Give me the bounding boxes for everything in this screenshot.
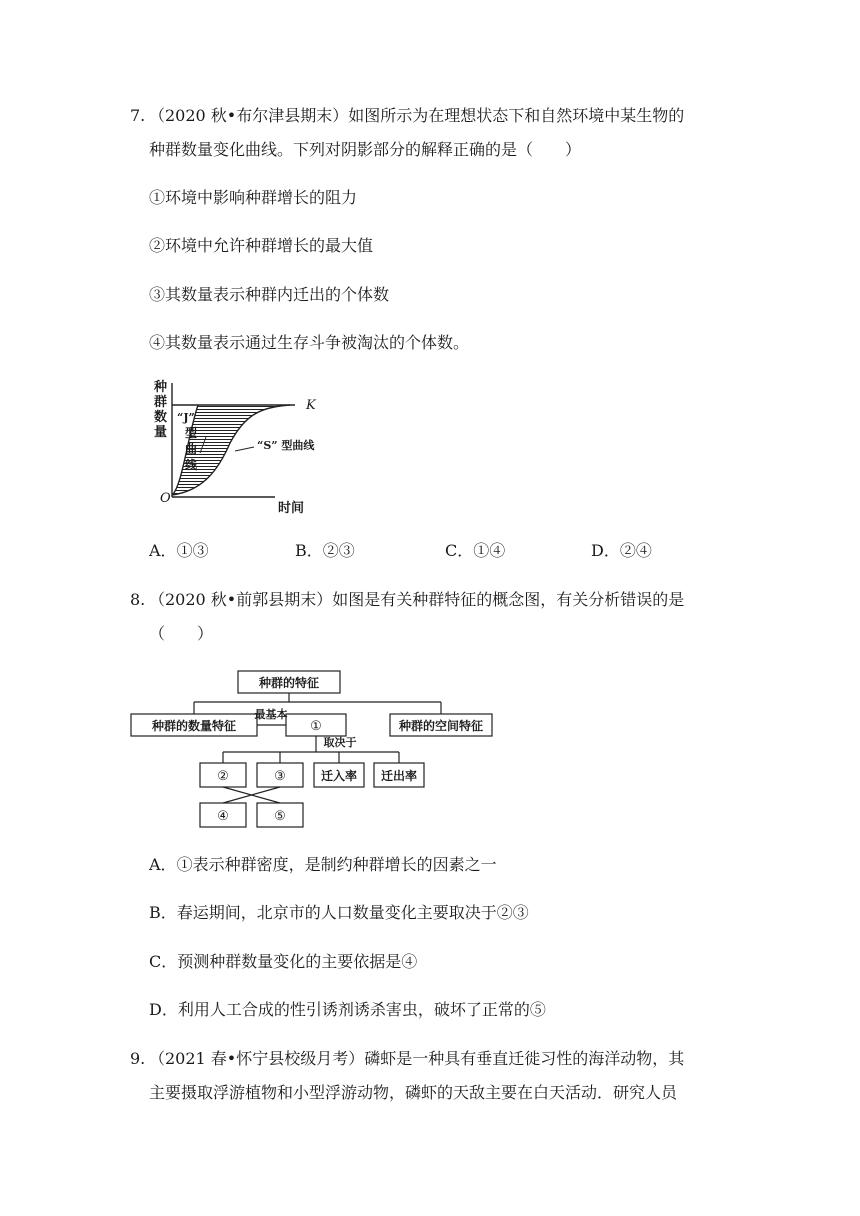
root-label: 种群的特征 [258, 676, 320, 690]
q7-option-a-text: ①③ [176, 541, 209, 560]
y-axis-label-4: 量 [154, 425, 168, 440]
center-label: ① [310, 719, 322, 734]
q8-option-c-text: 预测种群数量变化的主要依据是④ [177, 952, 418, 971]
q8-stem-line1: （2020 秋•前郭县期末）如图是有关种群特征的概念图，有关分析错误的是 [149, 590, 685, 609]
left-label: 种群的数量特征 [151, 719, 237, 733]
q7-statement-4: ④其数量表示通过生存斗争被淘汰的个体数。 [149, 333, 470, 352]
q9-number: 9. [130, 1049, 146, 1068]
q8-option-b-text: 春运期间，北京市的人口数量变化主要取决于②③ [176, 903, 529, 922]
j-curve-label-4: 线 [185, 458, 198, 472]
q7-option-d-letter: D． [591, 541, 620, 560]
box-4-label: ④ [217, 809, 229, 824]
q8-stem-line2: （ ） [149, 624, 214, 643]
q8-option-a-text: ①表示种群密度，是制约种群增长的因素之一 [176, 855, 497, 874]
j-curve-label-3: 曲 [185, 442, 198, 456]
right-label: 种群的空间特征 [398, 719, 484, 733]
q8-option-c-letter: C． [149, 952, 178, 971]
s-pointer [235, 447, 254, 451]
box-2-label: ② [217, 769, 229, 784]
q8-option-c [149, 952, 417, 972]
q8-option-d [149, 1000, 546, 1020]
q7-option-a [149, 541, 209, 561]
y-axis-label-3: 数 [154, 410, 168, 425]
q8-concept-map-figure [128, 666, 498, 830]
q7-option-c-text: ①④ [473, 541, 506, 560]
q7-option-a-letter: A． [149, 541, 177, 560]
x-axis-label: 时间 [278, 501, 305, 515]
y-axis-label-2: 群 [154, 395, 168, 410]
q8-option-b [149, 903, 529, 923]
q7-stem-line2: 种群数量变化曲线。下列对阴影部分的解释正确的是（ ） [149, 140, 582, 159]
q7-number: 7. [130, 106, 146, 125]
immigration-label: 迁入率 [320, 769, 358, 783]
q9-stem-line2: 主要摄取浮游植物和小型浮游动物，磷虾的天敌主要在白天活动．研究人员 [149, 1083, 678, 1102]
q9-stem-line1: （2021 春•怀宁县校级月考）磷虾是一种具有垂直迁徙习性的海洋动物，其 [149, 1049, 685, 1068]
q7-option-d [591, 541, 652, 561]
q8-option-b-letter: B． [149, 903, 177, 922]
box-5-label: ⑤ [274, 809, 286, 824]
q7-option-b-letter: B． [295, 541, 323, 560]
box-3-label: ③ [274, 769, 286, 784]
y-axis-label-1: 种 [154, 380, 168, 395]
q8-option-d-text: 利用人工合成的性引诱剂诱杀害虫，破坏了正常的⑤ [177, 1000, 546, 1019]
k-label: K [306, 398, 316, 413]
q8-number: 8. [130, 590, 146, 609]
q7-option-b [295, 541, 355, 561]
basic-label: 最基本 [254, 708, 288, 721]
q7-statement-3: ③其数量表示种群内迁出的个体数 [149, 285, 390, 304]
q7-option-c-letter: C． [445, 541, 474, 560]
q8-option-a-letter: A． [149, 855, 177, 874]
q7-statement-2: ②环境中允许种群增长的最大值 [149, 236, 374, 255]
q7-option-c [445, 541, 505, 561]
q8-option-a [149, 855, 497, 875]
q7-stem-line1: （2020 秋•布尔津县期末）如图所示为在理想状态下和自然环境中某生物的 [149, 106, 685, 125]
emigration-label: 迁出率 [380, 769, 418, 783]
s-curve-label: “S” 型曲线 [257, 439, 315, 452]
q8-option-d-letter: D． [149, 1000, 178, 1019]
depends-label: 取决于 [323, 736, 357, 749]
q7-option-d-text: ②④ [619, 541, 652, 560]
q7-population-curve-figure [150, 375, 320, 515]
j-curve-label-2: 型 [185, 426, 198, 440]
q7-statement-1: ①环境中影响种群增长的阻力 [149, 188, 358, 207]
origin-label: O [160, 491, 171, 506]
j-curve-label-1: “J” [177, 411, 195, 424]
q7-option-b-text: ②③ [322, 541, 355, 560]
